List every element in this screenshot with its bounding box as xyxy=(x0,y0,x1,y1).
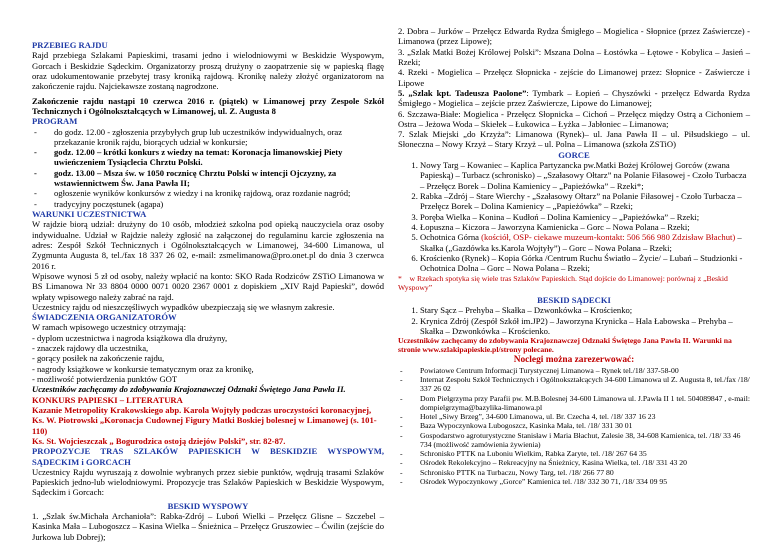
program-item: - godz. 12.00 – krótki konkurs z wiedzy na temat: Koronacja limanowskiej Piety uwieńczeniem Tysiąclecia Chrztu Polski. xyxy=(32,147,384,168)
nocleg-item: - Dom Pielgrzyma przy Parafii pw. M.B.Bolesnej 34-600 Limanowa ul. J.Pawła II 1 tel. 504089847 , e-mail: dompielgrzyma@bazylika-limanowa.pl xyxy=(398,394,750,412)
swiadczenia-line: - znaczek rajdowy dla uczestnika, xyxy=(32,343,149,354)
trasa-7: 7. Szlak Miejski „do Krzyża”: Limanowa (Rynek)– ul. Jana Pawła II – ul. Piłsudskiego – ul. Słoneczna – Nowy Krzyż – Stary Krzyż – ul. Polna – Limanowa (szkoła ZSTiO) xyxy=(398,129,750,150)
gorce-list xyxy=(398,160,750,273)
swiadczenia-line: - nagrody książkowe w konkursie tematycznym oraz za kronikę, xyxy=(32,363,254,374)
heading-konkurs: KONKURS PAPIESKI – LITERATURA xyxy=(32,394,183,405)
nocleg-item: - Ośrodek Wypoczynkowy „Gorce” Kamienica tel. /18/ 332 30 71, /18/ 334 09 95 xyxy=(398,477,750,486)
swiadczenia-line: - gorący posiłek na zakończenie rajdu, xyxy=(32,353,165,364)
heading-propozycje: PROPOZYCJE TRAS SZLAKÓW PAPIESKICH W BESKIDZIE WYSPOWYM, SĄDECKIM i GORCACH xyxy=(32,446,384,467)
sadecki-list xyxy=(398,305,750,336)
program-item: - ogłoszenie wyników konkursów z wiedzy i na kronikę rajdową, oraz rozdanie nagród; xyxy=(32,188,384,198)
program-list xyxy=(32,127,384,210)
nocleg-item: - Schronisko PTTK na Luboniu Wielkim, Rabka Zaryte, tel. /18/ 267 64 35 xyxy=(398,449,750,458)
trasa-5-name: 5. „Szlak kpt. Tadeusza Paolone” xyxy=(398,87,527,98)
nocleg-item: - Hotel „Siwy Brzeg”, 34-600 Limanowa, ul. Br. Czecha 4, tel. /18/ 337 16 23 xyxy=(398,412,750,421)
trasa-2: 2. Dobra – Jurków – Przełęcz Edwarda Rydza Śmigłego – Mogielica - Słopnice (przez Zaświercze) - Limanowa (przez Lipowe); xyxy=(398,26,750,47)
heading-gorce: GORCE xyxy=(558,149,590,160)
konkurs-item: Ks. St. Wojcieszczak „ Bogurodzica ostoją dziejów Polski”, str. 82-87. xyxy=(32,435,286,446)
sadecki-item: 2. Krynica Zdrój (Zespół Szkół im.JP2) – Jaworzyna Krynicka – Hala Łabowska – Prehyba – Skałka – Dzwonkówka – Krościenko. xyxy=(420,316,750,337)
odznaka-note: Uczestników zachęcamy do zdobywania Krajoznawczej Odznaki Świętego Jana Pawła II. xyxy=(32,384,346,395)
warunki-text: W rajdzie biorą udział: drużyny do 10 osób, młodzież szkolna pod opieką nauczyciela oraz osoby indywidualne. Udział w Rajdzie należy zgłosić na załączonej do regulaminu karcie zgłoszenia na adres: Zespół Szkół Technicznych i Ogólnokształcących w Limanowej, 34-600 Limanowa, ul Zygmunta Augusta 8, tel./fax 18 337 26 02, e-mail: zsmelimanowa@pro.onet.pl do dnia 3 czerwca 2016 r. xyxy=(32,219,384,271)
nocleg-item: - Schronisko PTTK na Turbaczu, Nowy Targ, tel. /18/ 266 77 80 xyxy=(398,468,750,477)
gorce-item-text: – Skałka („Gazdówka ks.Karola Wojtyły”) – Gorc – Nowa Polana – Rzeki; xyxy=(420,232,742,253)
swiadczenia-line: - możliwość potwierdzenia punktów GOT xyxy=(32,374,178,384)
footnote: * w Rzekach spotyka się wiele tras Szlaków Papieskich. Stąd dojście do Limanowej: porównaj z „Beskid Wyspowy” xyxy=(398,273,728,292)
sadecki-item: 1. Stary Sącz – Prehyba – Skałka – Dzwonkówka – Krościenko; xyxy=(420,305,750,315)
program-item: - tradycyjny poczęstunek (agapa) xyxy=(32,199,384,209)
heading-warunki: WARUNKI UCZESTNICTWA xyxy=(32,209,147,219)
gorce-item: 3. Poręba Wielka – Konina – Kudłoń – Dolina Kamienicy – „Papieżówka” – Rzeki; xyxy=(420,212,750,222)
konkurs-item: Kazanie Metropolity Krakowskiego abp. Karola Wojtyły podczas uroczystości koronacyjnej, xyxy=(32,404,372,415)
ubezpieczenie-text: Uczestnicy rajdu od nieszczęśliwych wypadków ubezpieczają się we własnym zakresie. xyxy=(32,301,335,312)
swiadczenia-line: W ramach wpisowego uczestnicy otrzymają: xyxy=(32,322,186,333)
konkurs-item: Ks. W. Piotrowski „Koronacja Cudownej Figury Matki Boskiej bolesnej w Limanowej (s. 101-110) xyxy=(32,415,377,436)
intro-text: Rajd przebiega Szlakami Papieskimi, trasami jedno i wielodniowymi w Beskidzie Wyspowym, Gorcach i Beskidzie Sądeckim. Organizatorzy proszą drużyny o zaopatrzenie się w papieską flagę oraz udokumentowanie przebytej trasy kroniką rajdową. Kronikę należy złożyć organizatorom na zakończenie rajdu. Najciekawsze zostaną nagrodzone. xyxy=(32,50,384,92)
nocleg-item: - Ośrodek Rekolekcyjno – Rekreacyjny na Śnieżnicy, Kasina Wielka, tel. /18/ 331 43 20 xyxy=(398,458,750,467)
wpisowe-text: Wpisowe wynosi 5 zł od osoby, należy wpłacić na konto: SKO Rada Rodziców ZSTiO Limanowa w BS Limanowa Nr 33 8804 0000 0071 0020 2367 0001 z dopiskiem „XIV Rajd Papieski”, dowód wpłaty wpisowego należy zabrać na rajd. xyxy=(32,270,384,302)
finish-info: Zakończenie rajdu nastąpi 10 czerwca 2016 r. (piątek) w Limanowej przy Zespole Szkół Technicznych i Ogólnokształcących w Limanowej, ul. Z. Augusta 8 xyxy=(32,95,384,116)
nocleg-item: - Gospodarstwo agroturystyczne Stanisław i Maria Błachut, Zalesie 38, 34-608 Kamienica, tel. /18/ 33 46 734 (możliwość zamówienia żywienia) xyxy=(398,431,750,449)
trasa-5-route: : Tymbark – Łopień – Chyszówki - przełęcz Edwarda Rydza Śmigłego - Mogielica – zejście przez Zaświercze, Lipowe do Limanowej; xyxy=(398,87,750,109)
heading-noclegi: Noclegi można zarezerwować: xyxy=(513,354,635,365)
nocleg-item: - Internat Zespołu Szkół Technicznych i Ogólnokształcących 34-600 Limanowa ul Z. Augusta 8, tel./fax /18/ 337 26 02 xyxy=(398,375,750,393)
odznaka-note-right: Uczestników zachęcamy do zdobywania Krajoznawczej Odznaki Świętego Jana Pawła II. Warunki na stronie www.szlakipapieskie.pl/strony polecane. xyxy=(398,336,732,355)
gorce-item-text: Ochotnica Górna xyxy=(420,232,482,243)
program-item: - godz. 13.00 – Msza św. w 1050 rocznicę Chrztu Polski w intencji Ojczyzny, za wstawiennictwem Św. Jana Pawła II; xyxy=(32,168,384,189)
gorce-item: 6. Krościenko (Rynek) – Kopia Górka /Centrum Ruchu Światło – Życie/ – Lubań – Studzionki - Ochotnica Dolna – Gorc – Nowa Polana – Rzeki; xyxy=(420,253,750,274)
gorce-item-note: (kościół, OSP- ciekawe muzeum-kontakt: 506 566 980 Zdzisław Błachut) xyxy=(481,232,736,243)
nocleg-item: - Baza Wypoczynkowa Lubogoszcz, Kasinka Mała, tel. /18/ 331 30 01 xyxy=(398,421,750,430)
trasa-1: 1. „Szlak św.Michała Archanioła”: Rabka-Zdrój – Luboń Wielki – Przełęcz Glisne – Szczebel – Kasinka Mała – Lubogoszcz – Kasina Wielka – Śnieżnica – Przełęcz Gruszowiec – Ćwilin (zejście do Jurkowa lub Dobrej); xyxy=(32,511,384,542)
heading-beskid-wyspowy: BESKID WYSPOWY xyxy=(167,500,249,511)
trasa-5 xyxy=(398,88,750,109)
heading-program: PROGRAM xyxy=(32,116,78,127)
trasa-3: 3. „Szlak Matki Bożej Królowej Polski”: Mszana Dolna – Łostówka – Łętowe - Kobylica – Jasień – Rzeki; xyxy=(398,46,750,67)
heading-swiadczenia: ŚWIADCZENIA ORGANIZATORÓW xyxy=(32,312,177,323)
right-column xyxy=(398,0,750,486)
gorce-item: 2. Rabka –Zdrój – Stare Wierchy - „Szałasowy Ołtarz” na Polanie Fiłasowej - Czoło Turbacza – Przełęcz Borek – Dolina Kamienicy – „Papieżówka” – Rzeki; xyxy=(420,191,750,212)
gorce-item: 1. Nowy Targ – Kowaniec – Kaplica Partyzancka pw.Matki Bożej Królowej Gorców (zwana Papieską) – Turbacz (schronisko) – „Szałasowy Ołtarz” na Polanie Fiłasowej - Czoło Turbacza – Przełęcz Borek – Dolina Kamienicy – „Papieżówka” – Rzeki*; xyxy=(420,160,750,191)
heading-przebieg: PRZEBIEG RAJDU xyxy=(32,40,108,50)
gorce-item xyxy=(420,232,750,253)
swiadczenia-line: - dyplom uczestnictwa i nagroda książkowa dla drużyny, xyxy=(32,332,228,343)
propozycje-text: Uczestnicy Rajdu wyruszają z dowolnie wybranych przez siebie punktów, wędrują trasami Szlaków Papieskich jedno-lub wielodniowymi. Propozycje tras Szlaków Papieskich w Beskidzie Wyspowym, Sądeckim i Gorcach: xyxy=(32,466,384,498)
left-column xyxy=(32,0,384,542)
heading-beskid-sadecki: BESKID SĄDECKI xyxy=(537,294,611,305)
trasa-6: 6. Szczawa-Białe: Mogielica - Przełęcz Słopnicka – Cichoń – Przełęcz między Ostrą a Cichoniem – Ostra – Jeżowa Woda – Skiełek – Łukowica – Łyżka – Jabłoniec – Limanowa; xyxy=(398,108,750,129)
footnote-text: w Rzekach spotyka się wiele tras Szlaków Papieskich. Stąd dojście do Limanowej: porównaj z „Beskid Wyspowy” xyxy=(398,273,728,292)
noclegi-list xyxy=(398,366,750,486)
gorce-item: 4. Łopuszna – Kiczora – Jaworzyna Kamienicka – Gorc – Nowa Polana – Rzeki; xyxy=(420,222,750,232)
program-item: - do godz. 12.00 - zgłoszenia przybyłych grup lub uczestników indywidualnych, oraz przekazanie kronik rajdu, biorących udział w konkursie; xyxy=(32,127,384,148)
trasa-4: 4. Rzeki - Mogielica – Przełęcz Słopnicka - zejście do Limanowej przez: Słopnice - Zaświercze i Lipowe xyxy=(398,67,750,88)
nocleg-item: - Powiatowe Centrum Informacji Turystycznej Limanowa – Rynek tel./18/ 337-58-00 xyxy=(398,366,750,375)
